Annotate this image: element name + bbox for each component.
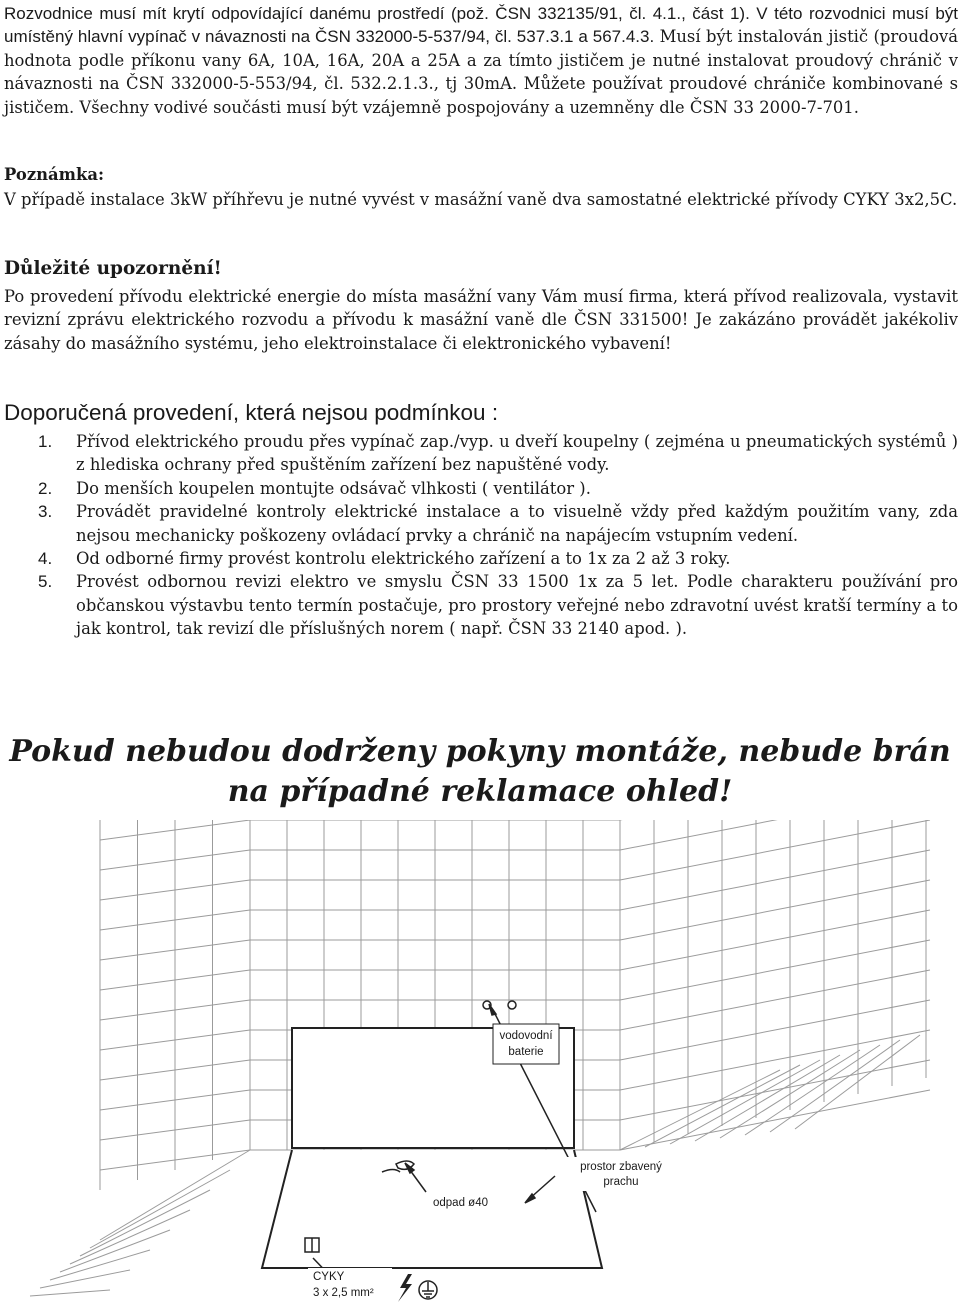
intro-paragraph bbox=[4, 2, 958, 119]
dust-free-label bbox=[563, 1157, 683, 1191]
list-item-number: 3. bbox=[38, 502, 53, 522]
warning-heading: Důležité upozornění! bbox=[4, 258, 222, 279]
recommendations-list bbox=[0, 430, 958, 641]
list-item-number: 4. bbox=[38, 549, 53, 569]
final-notice-line-1: Pokud nebudou dodrženy pokyny montáže, nebude brán bbox=[9, 734, 951, 769]
note-text: V případě instalace 3kW příhřevu je nutné vyvést v masážní vaně dva samostatné elektrické přívody CYKY 3x2,5C. bbox=[4, 190, 958, 209]
intro-text-breaker: Musí být instalován jistič (proudová hodnota podle příkonu vany 6A, 10A, 16A, 20A a 25A a za tímto jističem je nutné instalovat proudový chránič v návaznosti na ČSN 332000-5-553/94, čl. 532.2.1.3., tj 30mA. Můžete používat proudové chrániče kombinované s jističem. Všechny vodivé součásti musí být vzájemně pospojovány a uzemněny dle ČSN 33 2000-7-701. bbox=[4, 27, 958, 117]
tile-grid-line bbox=[60, 1230, 170, 1272]
list-item-text: Provést odbornou revizi elektro ve smyslu ČSN 33 1500 1x za 5 let. Podle charakteru používání pro občanskou výstavbu tento termín postačuje, pro prostory veřejné nebo zdravotní uvést kratší termíny a to jak kontrol, tak revizí dle příslušných norem ( např. ČSN 33 2140 apod. ). bbox=[76, 572, 958, 639]
final-notice bbox=[0, 732, 960, 812]
installation-diagram bbox=[0, 820, 960, 1303]
cable-label-line-2: 3 x 2,5 mm² bbox=[313, 1287, 374, 1299]
tile-grid-line bbox=[30, 1290, 110, 1296]
list-item bbox=[0, 500, 958, 547]
final-notice-line-2: na případné reklamace ohled! bbox=[227, 774, 733, 809]
tap-label-box bbox=[493, 1024, 559, 1064]
lightning-icon bbox=[398, 1274, 412, 1302]
tile-grid-line bbox=[620, 1060, 930, 1120]
tile-grid-line bbox=[620, 1000, 930, 1060]
tile-grid-line bbox=[620, 880, 930, 940]
tile-grid-line bbox=[90, 1170, 230, 1248]
note-heading: Poznámka: bbox=[4, 165, 105, 184]
list-item-number: 5. bbox=[38, 572, 53, 592]
tap-label-line-2: baterie bbox=[508, 1046, 544, 1058]
list-item-number: 2. bbox=[38, 478, 53, 498]
ground-icon bbox=[419, 1281, 437, 1299]
tile-grid-line bbox=[620, 940, 930, 1000]
list-item-text: Do menších koupelen montujte odsávač vlhkosti ( ventilátor ). bbox=[76, 478, 591, 498]
cable-label bbox=[308, 1268, 392, 1302]
list-item-text: Provádět pravidelné kontroly elektrické instalace a to visuelně vždy před každým použitím vany, zda nejsou mechanicky poškozeny ovládací prvky a chránič na napájecím vstupním vedení. bbox=[76, 502, 958, 545]
recommendations-heading: Doporučená provedení, která nejsou podmínkou : bbox=[4, 400, 499, 425]
tap-outlets-icon bbox=[483, 1001, 516, 1009]
tile-grid-line bbox=[620, 850, 930, 910]
warning-text: Po provedení přívodu elektrické energie do místa masážní vany Vám musí firma, která přívod realizovala, vystavit revizní zprávu elektrického rozvodu a přívodu k masážní vaně dle ČSN 331500! Je zakázáno provádět jakékoliv zásahy do masážního systému, jeho elektroinstalace či elektronického vybavení! bbox=[4, 287, 958, 353]
tile-grid-line bbox=[80, 1190, 210, 1256]
intro-text-standards: Rozvodnice musí mít krytí odpovídající danému prostředí (pož. ČSN 332135/91, čl. 4.1., část 1). V této rozvodnici musí být umístěný hlavní vypínač v návaznosti na ČSN 332000-5-537/94, čl. 537.3.1 a 567.4.3. bbox=[4, 4, 958, 47]
list-item-number: 1. bbox=[38, 432, 53, 451]
tile-grid-line bbox=[620, 820, 930, 880]
tile-grid-line bbox=[620, 910, 930, 970]
tile-grid-line bbox=[620, 970, 930, 1030]
cable-label-line-1: CYKY bbox=[313, 1271, 345, 1283]
list-item-text: Od odborné firmy provést kontrolu elektrického zařízení a to 1x za 2 až 3 roky. bbox=[76, 549, 731, 569]
drain-label bbox=[430, 1192, 500, 1210]
list-item-text: Přívod elektrického proudu přes vypínač zap./vyp. u dveří koupelny ( zejména u pneumatických systémů ) z hlediska ochrany před spuštěním zařízení bez napuštěné vody. bbox=[76, 432, 958, 475]
tile-grid-line bbox=[620, 1090, 930, 1150]
dust-free-label-line-2: prachu bbox=[603, 1176, 639, 1188]
list-item bbox=[0, 570, 958, 640]
list-item bbox=[0, 547, 958, 570]
drain-label-text: odpad ø40 bbox=[433, 1197, 488, 1209]
list-item bbox=[0, 477, 958, 500]
dust-free-label-line-1: prostor zbavený bbox=[580, 1161, 662, 1173]
tile-grid-line bbox=[620, 820, 930, 850]
tile-grid-line bbox=[670, 1060, 820, 1144]
list-item bbox=[0, 430, 958, 477]
tile-grid-line bbox=[745, 1045, 880, 1135]
tap-label-line-1: vodovodní bbox=[499, 1030, 553, 1042]
tile-grid-line bbox=[620, 1030, 930, 1090]
